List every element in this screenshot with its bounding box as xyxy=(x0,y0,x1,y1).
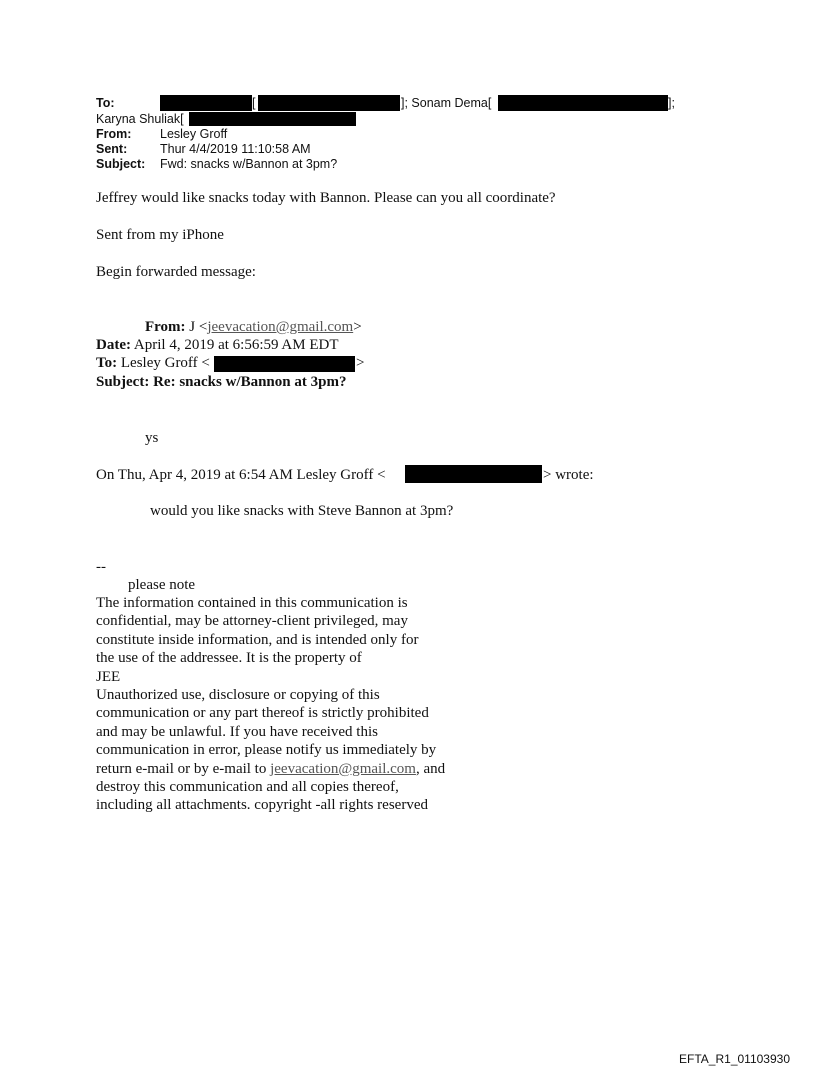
redaction-block xyxy=(405,465,542,483)
sent-label: Sent: xyxy=(96,142,128,156)
disclaimer-line: destroy this communication and all copies thereof, xyxy=(96,779,399,796)
sent-value: Thur 4/4/2019 11:10:58 AM xyxy=(160,142,311,156)
fwd-to-close: > xyxy=(356,355,365,371)
fwd-from-email-link[interactable]: jeevacation@gmail.com xyxy=(207,319,354,335)
body-line-1: Jeffrey would like snacks today with Bannon. Please can you all coordinate? xyxy=(96,190,556,206)
quote-intro-end: > wrote: xyxy=(543,467,594,483)
disclaimer-line: JEE xyxy=(96,668,121,685)
fwd-subject-label: Subject: xyxy=(96,374,150,390)
fwd-date-label: Date: xyxy=(96,337,131,353)
disclaimer-line: the use of the addressee. It is the property of xyxy=(96,650,362,667)
fwd-subject-value: Re: snacks w/Bannon at 3pm? xyxy=(153,374,347,390)
disclaimer-line: constitute inside information, and is intended only for xyxy=(96,631,419,648)
redaction-block xyxy=(498,95,668,111)
redaction-block xyxy=(160,95,252,111)
disclaimer-text: return e-mail or by e-mail to xyxy=(96,760,271,777)
to-end: ]; xyxy=(668,96,675,110)
fwd-to-value: Lesley Groff < xyxy=(120,355,210,371)
to-recipient-sonam: ]; Sonam Dema[ xyxy=(401,96,492,110)
disclaimer-line xyxy=(96,760,445,778)
subject-label: Subject: xyxy=(96,157,146,171)
to-bracket: [ xyxy=(252,96,256,110)
disclaimer-text: , and xyxy=(415,760,446,777)
redaction-block xyxy=(214,356,355,372)
from-value: Lesley Groff xyxy=(160,127,228,141)
disclaimer-line: and may be unlawful. If you have received this xyxy=(96,723,378,740)
to-recipient-karyna: Karyna Shuliak[ xyxy=(96,112,184,126)
disclaimer-line: confidential, may be attorney-client privileged, may xyxy=(96,613,408,630)
fwd-to-label: To: xyxy=(96,355,118,371)
fwd-from-name: J < xyxy=(189,319,208,335)
subject-value: Fwd: snacks w/Bannon at 3pm? xyxy=(160,157,338,171)
reply-text: ys xyxy=(145,430,159,446)
redaction-block xyxy=(189,112,356,126)
disclaimer-line: including all attachments. copyright -all rights reserved xyxy=(96,797,428,814)
disclaimer-line: communication or any part thereof is strictly prohibited xyxy=(96,705,429,722)
fwd-subject-line xyxy=(96,373,346,391)
disclaimer xyxy=(96,594,445,815)
disclaimer-line: The information contained in this communication is xyxy=(96,595,408,611)
quote-intro: On Thu, Apr 4, 2019 at 6:54 AM Lesley Groff < xyxy=(96,467,386,483)
fwd-date-line xyxy=(96,336,339,354)
redaction-block xyxy=(258,95,400,111)
quoted-text: would you like snacks with Steve Bannon at 3pm? xyxy=(150,503,454,519)
from-label: From: xyxy=(96,127,132,141)
disclaimer-email-link[interactable]: jeevacation@gmail.com xyxy=(270,760,416,777)
fwd-from-label: From: xyxy=(145,319,186,335)
fwd-to-line xyxy=(96,354,210,372)
signature-dashes: -- xyxy=(96,559,106,575)
to-label: To: xyxy=(96,96,115,110)
signature-note: please note xyxy=(128,577,196,593)
body-line-2: Sent from my iPhone xyxy=(96,227,224,243)
fwd-from-close: > xyxy=(353,319,362,335)
document-id: EFTA_R1_01103930 xyxy=(679,1052,790,1066)
fwd-from-line xyxy=(145,318,362,336)
disclaimer-line: communication in error, please notify us immediately by xyxy=(96,742,437,759)
body-line-3: Begin forwarded message: xyxy=(96,264,256,280)
disclaimer-line: Unauthorized use, disclosure or copying of this xyxy=(96,687,380,704)
fwd-date-value: April 4, 2019 at 6:56:59 AM EDT xyxy=(133,337,339,353)
